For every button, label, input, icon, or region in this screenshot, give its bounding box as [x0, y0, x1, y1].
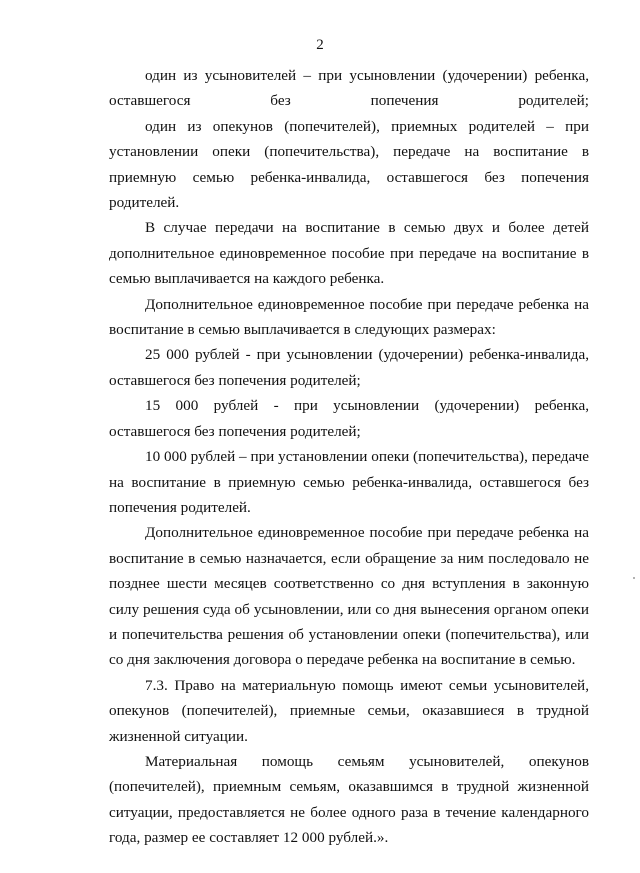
paragraph-section-7-3: 7.3. Право на материальную помощь имеют семьи усыновителей, опекунов (попечителей), приемные семьи, оказавшиеся в трудной жизненной ситуации. — [109, 676, 589, 745]
paragraph-amount-10000: 10 000 рублей – при установлении опеки (попечительства), передаче на воспитание в приемную семью ребенка-инвалида, оставшегося без попечения родителей. — [109, 448, 589, 516]
paragraph-material-assistance: Материальная помощь семьям усыновителей, опекунов (попечителей), приемным семьям, оказавшимся в трудной жизненной ситуации, предоставляется не более одного раза в течение календарного года, размер ее составляет 12 000 рублей.». — [109, 752, 589, 847]
paragraph-amount-25000: 25 000 рублей - при усыновлении (удочерении) ребенка-инвалида, оставшегося без попечения родителей; — [109, 346, 589, 389]
paragraph-guardian: один из опекунов (попечителей), приемных родителей – при установлении опеки (попечительства), передаче на воспитание в приемную семью ребенка-инвалида, оставшегося без попечения родителей. — [109, 117, 589, 212]
paragraph-application-deadline: Дополнительное единовременное пособие при передаче ребенка на воспитание в семью назначается, если обращение за ним последовало не позднее шести месяцев соответственно со дня вступления в законную силу решения суда об усыновлении, или со дня вынесения органом опеки и попечительства решения об установлении опеки (попечительства), или со дня заключения договора о передаче ребенка на воспитание в семью. — [109, 524, 589, 669]
document-body — [109, 63, 589, 851]
scan-speck — [633, 577, 635, 579]
paragraph-adoptive-parent: один из усыновителей – при усыновлении (удочерении) ребенка, оставшегося без попечения родителей; — [109, 67, 589, 110]
page-number: 2 — [316, 37, 324, 53]
paragraph-amount-15000: 15 000 рублей - при усыновлении (удочерении) ребенка, оставшегося без попечения родителей; — [109, 397, 589, 440]
paragraph-benefit-amounts-intro: Дополнительное единовременное пособие при передаче ребенка на воспитание в семью выплачивается в следующих размерах: — [109, 295, 589, 339]
paragraph-multiple-children: В случае передачи на воспитание в семью двух и более детей дополнительное единовременное пособие при передаче на воспитание в семью выплачивается на каждого ребенка. — [109, 219, 589, 288]
